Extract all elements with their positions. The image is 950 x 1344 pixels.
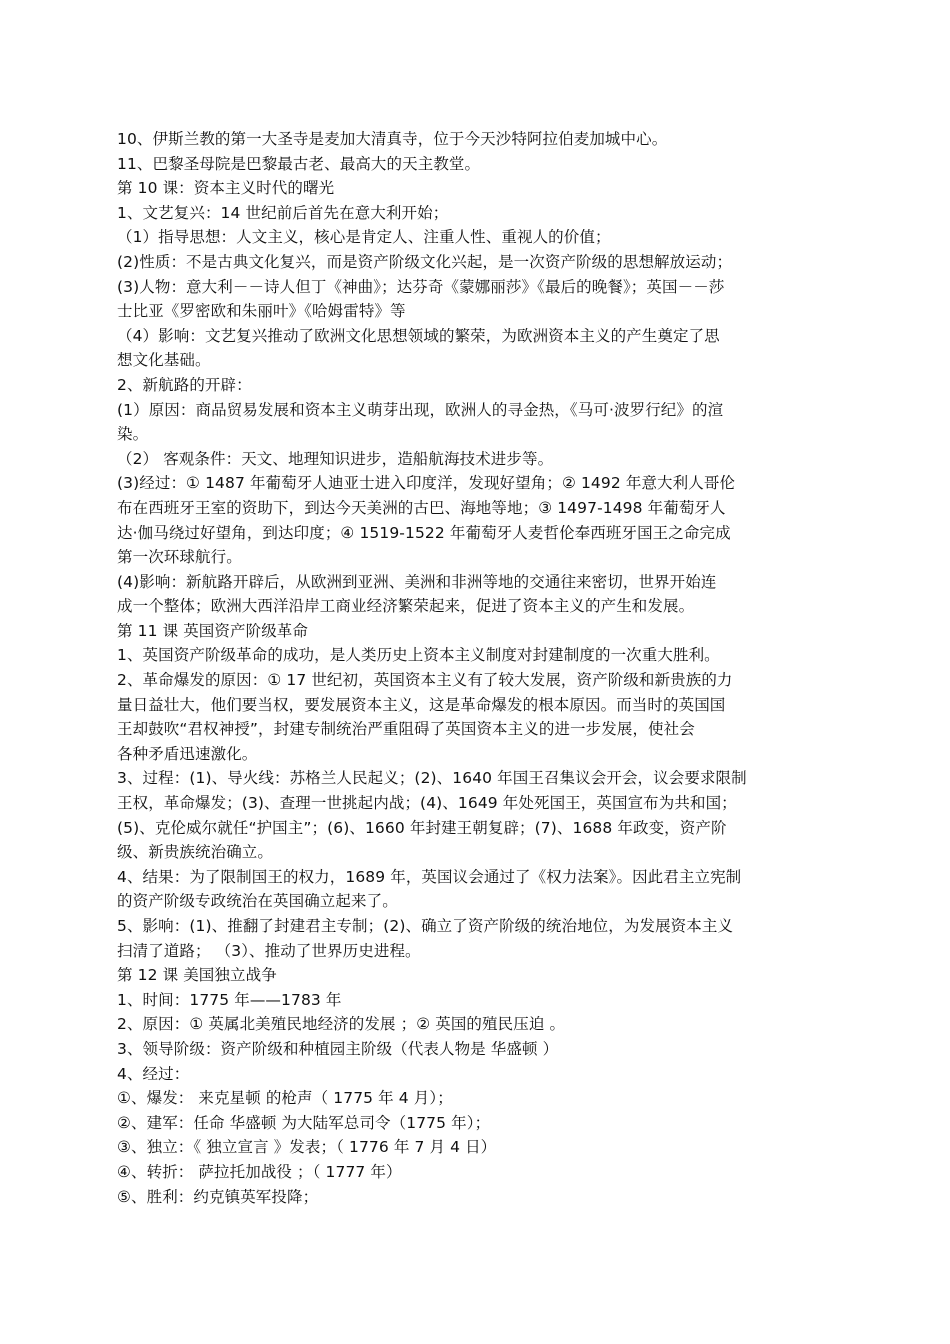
text-line: ②、建军：任命 华盛顿 为大陆军总司令（1775 年）； xyxy=(117,1113,491,1132)
text-line: 2、原因：① 英属北美殖民地经济的发展 ；② 英国的殖民压迫 。 xyxy=(117,1015,566,1034)
text-line: 士比亚《罗密欧和朱丽叶》《哈姆雷特》等 xyxy=(117,302,406,321)
text-line: (2)性质：不是古典文化复兴，而是资产阶级文化兴起，是一次资产阶级的思想解放运动； xyxy=(117,252,733,271)
text-line: (5)、克伦威尔就任“护国主”；(6)、1660 年封建王朝复辟；(7)、1688 年政变，资产阶 xyxy=(117,818,727,837)
lesson-heading: 第 11 课 英国资产阶级革命 xyxy=(117,621,309,640)
text-line: 扫清了道路； （3）、推动了世界历史进程。 xyxy=(117,941,421,960)
text-line: 2、新航路的开辟： xyxy=(117,375,252,394)
text-line: ⑤、胜利：约克镇英军投降； xyxy=(117,1187,319,1206)
text-line: 王权，革命爆发；(3)、查理一世挑起内战；(4)、1649 年处死国王，英国宣布为共和国； xyxy=(117,794,737,813)
text-line: (3)人物：意大利－－诗人但丁《神曲》；达芬奇《蒙娜丽莎》《最后的晚餐》；英国－－莎 xyxy=(117,277,725,296)
text-line: 2、革命爆发的原因：① 17 世纪初，英国资本主义有了较大发展，资产阶级和新贵族的力 xyxy=(117,671,733,690)
text-line: 王却鼓吹“君权神授”，封建专制统治严重阻碍了英国资本主义的进一步发展，使社会 xyxy=(117,720,695,739)
text-line: 1、时间：1775 年——1783 年 xyxy=(117,990,342,1009)
text-line: 1、英国资产阶级革命的成功，是人类历史上资本主义制度对封建制度的一次重大胜利。 xyxy=(117,646,720,665)
text-line: （1）指导思想：人文主义，核心是肯定人、注重人性、重视人的价值； xyxy=(117,228,611,247)
lesson-heading: 第 12 课 美国独立战争 xyxy=(117,966,277,985)
text-line: 染。 xyxy=(117,425,149,444)
text-line: (3)经过：① 1487 年葡萄牙人迪亚士进入印度洋，发现好望角；② 1492 年意大利人哥伦 xyxy=(117,474,736,493)
text-line: 5、影响：(1)、推翻了封建君主专制；(2)、确立了资产阶级的统治地位，为发展资本主义 xyxy=(117,917,734,935)
text-line: 3、领导阶级：资产阶级和种植园主阶级（代表人物是 华盛顿 ） xyxy=(117,1039,559,1058)
text-line: 3、过程：(1)、导火线：苏格兰人民起义；(2)、1640 年国王召集议会开会，议会要求限制 xyxy=(117,769,747,788)
text-line: （4）影响：文艺复兴推动了欧洲文化思想领域的繁荣，为欧洲资本主义的产生奠定了思 xyxy=(117,326,720,345)
text-line: 10、伊斯兰教的第一大圣寺是麦加大清真寺，位于今天沙特阿拉伯麦加城中心。 xyxy=(117,130,668,148)
text-line: 各种矛盾迅速激化。 xyxy=(117,744,258,763)
text-line: (1）原因：商品贸易发展和资本主义萌芽出现，欧洲人的寻金热，《马可·波罗行纪》的渲 xyxy=(117,400,724,419)
text-line: 的资产阶级专政统治在英国确立起来了。 xyxy=(117,892,398,911)
text-line: ④、转折： 萨拉托加战役 ；（ 1777 年） xyxy=(117,1162,402,1181)
text-line: 11、巴黎圣母院是巴黎最古老、最高大的天主教堂。 xyxy=(117,154,481,173)
text-line: 成一个整体；欧洲大西洋沿岸工商业经济繁荣起来，促进了资本主义的产生和发展。 xyxy=(117,597,695,616)
text-line: （2） 客观条件：天文、地理知识进步，造船航海技术进步等。 xyxy=(117,449,554,468)
text-line: 4、结果：为了限制国王的权力，1689 年，英国议会通过了《权力法案》。因此君主立宪制 xyxy=(117,867,742,886)
text-line: 想文化基础。 xyxy=(117,351,211,370)
text-line: 4、经过： xyxy=(117,1064,190,1083)
text-line: 第一次环球航行。 xyxy=(117,548,242,567)
text-line: 1、文艺复兴：14 世纪前后首先在意大利开始； xyxy=(117,203,449,222)
text-line: 量日益壮大，他们要当权，要发展资本主义，这是革命爆发的根本原因。而当时的英国国 xyxy=(117,695,726,714)
text-line: 达·伽马绕过好望角，到达印度；④ 1519-1522 年葡萄牙人麦哲伦奉西班牙国王之命完成 xyxy=(117,523,731,542)
text-line: ①、爆发： 来克星顿 的枪声（ 1775 年 4 月）； xyxy=(117,1089,453,1108)
text-line: 级、新贵族统治确立。 xyxy=(117,843,274,862)
document-page xyxy=(117,127,847,1209)
text-line: (4)影响：新航路开辟后，从欧洲到亚洲、美洲和非洲等地的交通往来密切，世界开始连 xyxy=(117,572,717,591)
text-line: 布在西班牙王室的资助下，到达今天美洲的古巴、海地等地；③ 1497-1498 年葡萄牙人 xyxy=(117,498,726,517)
text-line: ③、独立：《 独立宣言 》发表；（ 1776 年 7 月 4 日） xyxy=(117,1138,497,1157)
lesson-heading: 第 10 课：资本主义时代的曙光 xyxy=(117,179,335,198)
